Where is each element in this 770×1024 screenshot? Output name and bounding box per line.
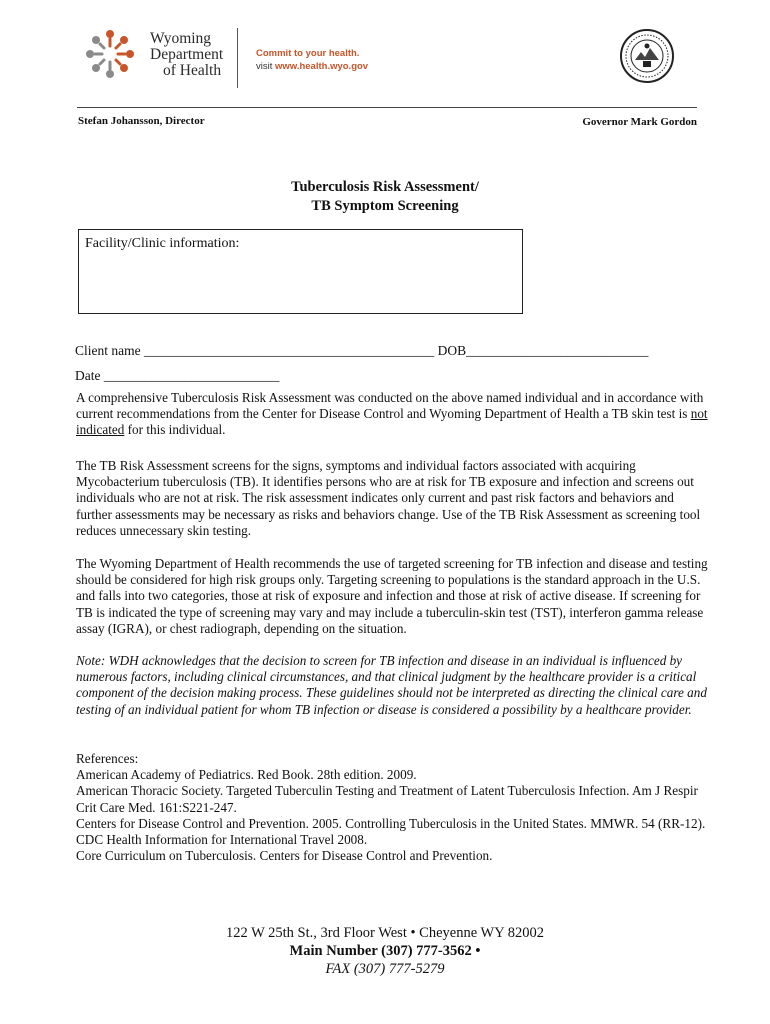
people-circle-logo-icon	[82, 26, 138, 82]
references-heading: References:	[76, 751, 139, 766]
org-name-line2: Department	[150, 46, 224, 63]
screening-recommendation-paragraph: The Wyoming Department of Health recommends the use of targeted screening for TB infection and disease and testing should be considered for high risk groups only. Targeting screening to populations is the standard approach in the U.S. and falls into two categories, those at risk of exposure and infection and those at risk of active disease. If screening for TB is indicated the type of screening may vary and may include a tuberculin-skin test (TST), interferon gamma release assay (IGRA), or chest radiograph, depending on the situation.	[76, 556, 708, 636]
fax-number: FAX (307) 777-5279	[325, 961, 445, 977]
not-indicated-text: not indicated	[76, 406, 708, 438]
footer-phone-line	[0, 942, 770, 978]
facility-info-label: Facility/Clinic information:	[85, 236, 240, 251]
document-title	[0, 178, 770, 216]
references-list	[76, 751, 710, 864]
reference-item: CDC Health Information for International Travel 2008.	[76, 832, 368, 848]
reference-item: American Academy of Pediatrics. Red Book. 28th edition. 2009.	[76, 767, 417, 783]
org-name-line3: of Health	[163, 62, 222, 79]
tagline-block	[256, 47, 368, 73]
org-name	[150, 31, 223, 79]
visit-prefix: visit	[256, 61, 273, 72]
footer-bullet: •	[471, 943, 481, 959]
title-line1: Tuberculosis Risk Assessment/	[291, 179, 479, 195]
org-name-line1: Wyoming	[150, 30, 212, 47]
director-name: Stefan Johansson, Director	[78, 115, 205, 127]
main-number: Main Number (307) 777-3562	[289, 943, 472, 959]
header-rule	[77, 107, 697, 108]
risk-assessment-paragraph: The TB Risk Assessment screens for the signs, symptoms and individual factors associated with acquiring Mycobacterium tuberculosis (TB). It identifies persons who are at risk for TB exposure and infection and screens out individuals who are not at risk. The risk assessment indicates only current and past risk factors and behaviors and further assessments may be necessary as risks and behaviors change. Use of the TB Risk Assessment as screening tool reduces unnecessary skin testing.	[76, 458, 701, 538]
footer-address: 122 W 25th St., 3rd Floor West • Cheyenne WY 82002	[225, 925, 545, 941]
state-seal-icon	[619, 28, 675, 84]
date-field[interactable]: Date __________________________	[75, 368, 280, 383]
tagline: Commit to your health.	[256, 48, 360, 59]
reference-item: Core Curriculum on Tuberculosis. Centers for Disease Control and Prevention.	[76, 848, 493, 864]
title-line2: TB Symptom Screening	[311, 198, 459, 214]
reference-item: Centers for Disease Control and Prevention. 2005. Controlling Tuberculosis in the United States. MMWR. 54 (RR-12).	[76, 815, 706, 831]
assessment-text-after: for this individual.	[124, 422, 226, 438]
header-divider	[237, 28, 238, 88]
client-name-dob-field[interactable]: Client name ___________________________________________ DOB___________________________	[75, 343, 649, 358]
wdh-note: Note: WDH acknowledges that the decision to screen for TB infection and disease in an individual is influenced by numerous factors, including clinical circumstances, and that clinical judgment by the healthcare provider is a critical component of the decision making process. These guidelines should not be interpreted as directing the clinical care and testing of an individual patient for whom TB infection or disease is considered a possibility by a healthcare provider.	[76, 653, 707, 717]
footer	[0, 924, 770, 978]
reference-item: American Thoracic Society. Targeted Tuberculin Testing and Treatment of Latent Tuberculosis Infection. Am J Respir Crit Care Med. 161:S221-247.	[76, 783, 698, 815]
visit-line	[256, 60, 368, 73]
assessment-statement	[76, 390, 710, 439]
governor-name: Governor Mark Gordon	[582, 116, 697, 128]
assessment-text-before: A comprehensive Tuberculosis Risk Assessment was conducted on the above named individual and in accordance with current recommendations from the Center for Disease Control and Wyoming Department of Health a TB skin test is	[76, 390, 704, 422]
website-link[interactable]: www.health.wyo.gov	[275, 61, 369, 72]
